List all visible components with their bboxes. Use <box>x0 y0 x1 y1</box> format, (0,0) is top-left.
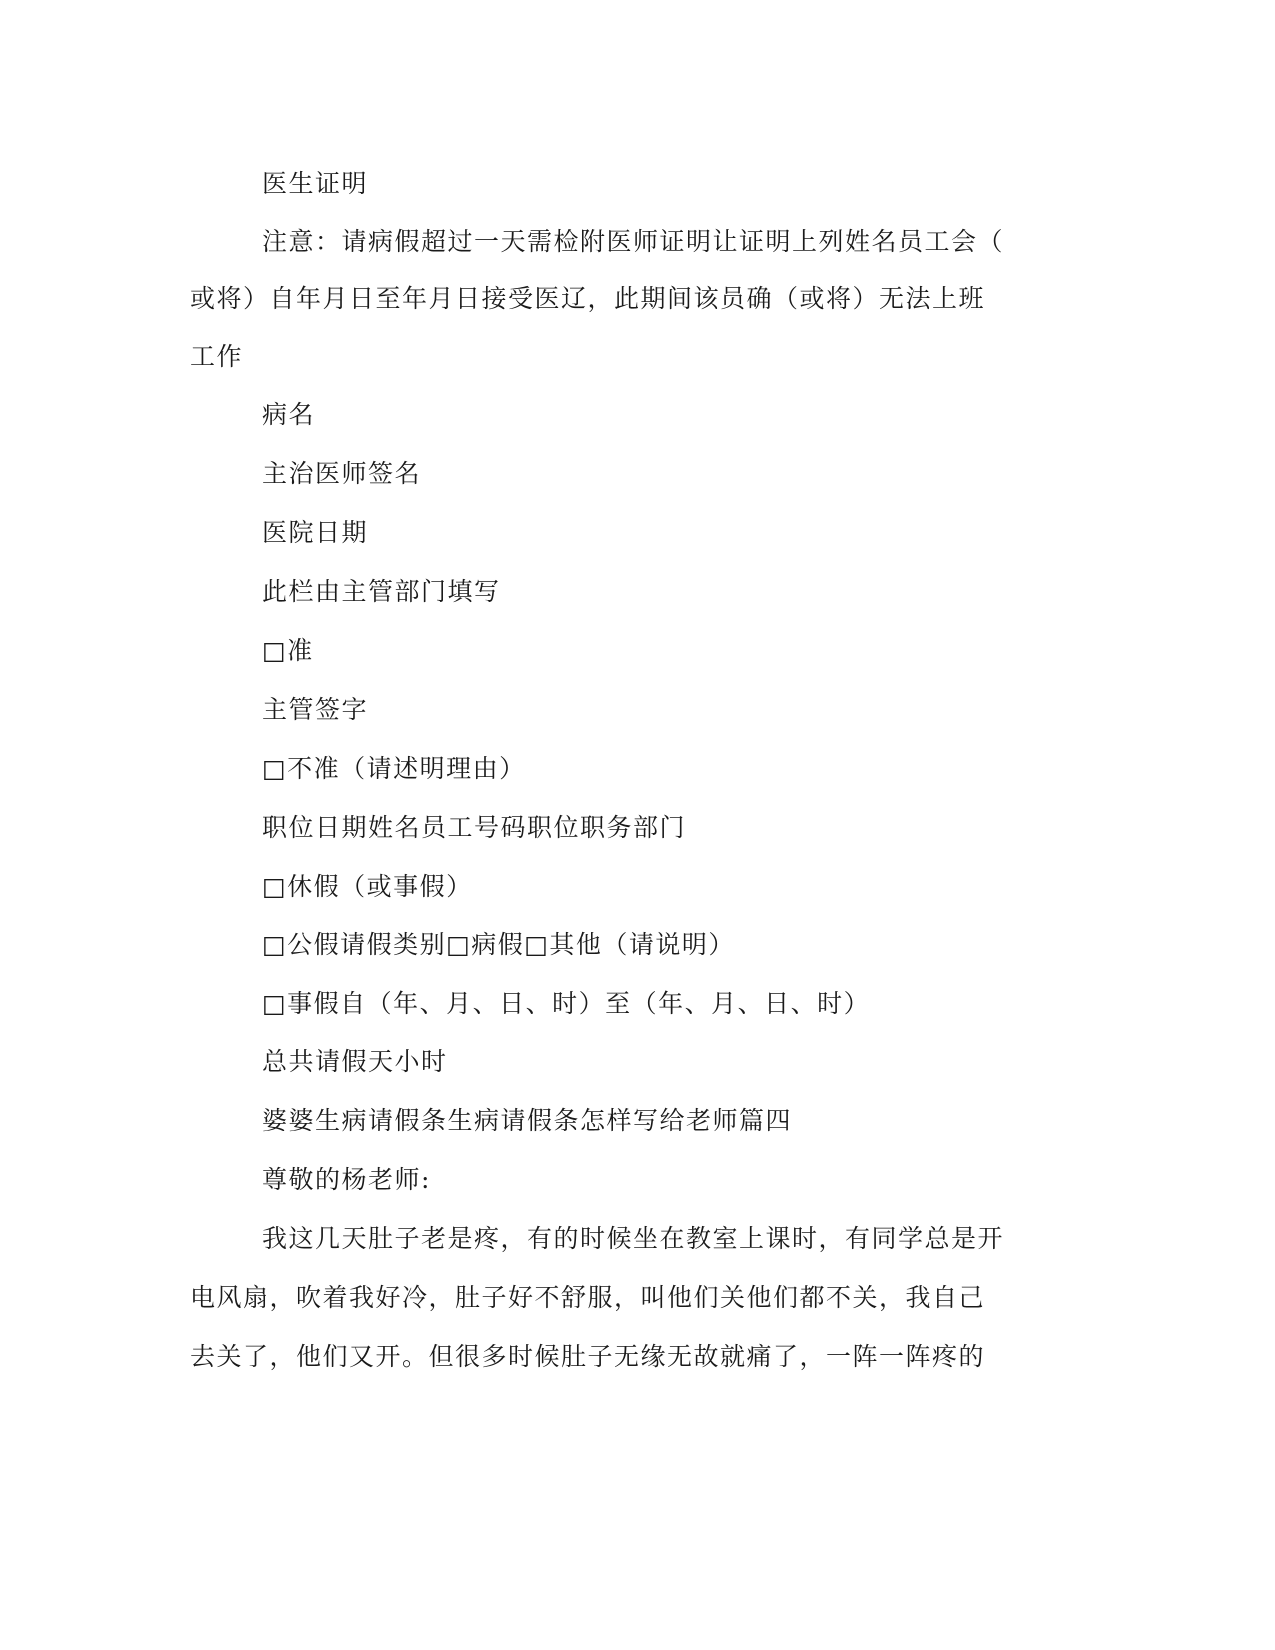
supervisor-sign-label: 主管签字 <box>262 695 369 724</box>
fields-row: 职位日期姓名员工号码职位职务部门 <box>262 813 687 842</box>
vacation-checkbox-label: □休假（或事假） <box>262 872 473 901</box>
body-line-1: 我这几天肚子老是疼，有的时候坐在教室上课时，有同学总是开 <box>262 1224 1005 1253</box>
hospital-date-label: 医院日期 <box>262 518 369 547</box>
dept-fill-label: 此栏由主管部门填写 <box>262 577 501 606</box>
total-leave-label: 总共请假天小时 <box>262 1047 448 1076</box>
approve-checkbox-label: □准 <box>262 636 314 665</box>
notice-line-1: 注意：请病假超过一天需检附医师证明让证明上列姓名员工会（ <box>262 227 1005 256</box>
salutation: 尊敬的杨老师: <box>262 1165 431 1194</box>
personal-leave-row: □事假自（年、月、日、时）至（年、月、日、时） <box>262 989 871 1018</box>
section-title: 婆婆生病请假条生病请假条怎样写给老师篇四 <box>262 1106 793 1135</box>
notice-line-3: 工作 <box>190 342 244 371</box>
notice-line-2: 或将）自年月日至年月日接受医辽，此期间该员确（或将）无法上班 <box>190 284 986 313</box>
reject-checkbox-label: □不准（请述明理由） <box>262 754 526 783</box>
disease-name-label: 病名 <box>262 400 316 429</box>
document-heading: 医生证明 <box>262 169 369 198</box>
doctor-signature-label: 主治医师签名 <box>262 459 422 488</box>
body-line-3: 去关了，他们又开。但很多时候肚子无缘无故就痛了，一阵一阵疼的 <box>190 1342 986 1371</box>
leave-types-row: □公假请假类别□病假□其他（请说明） <box>262 930 735 959</box>
body-line-2: 电风扇，吹着我好冷，肚子好不舒服，叫他们关他们都不关，我自己 <box>190 1283 986 1312</box>
